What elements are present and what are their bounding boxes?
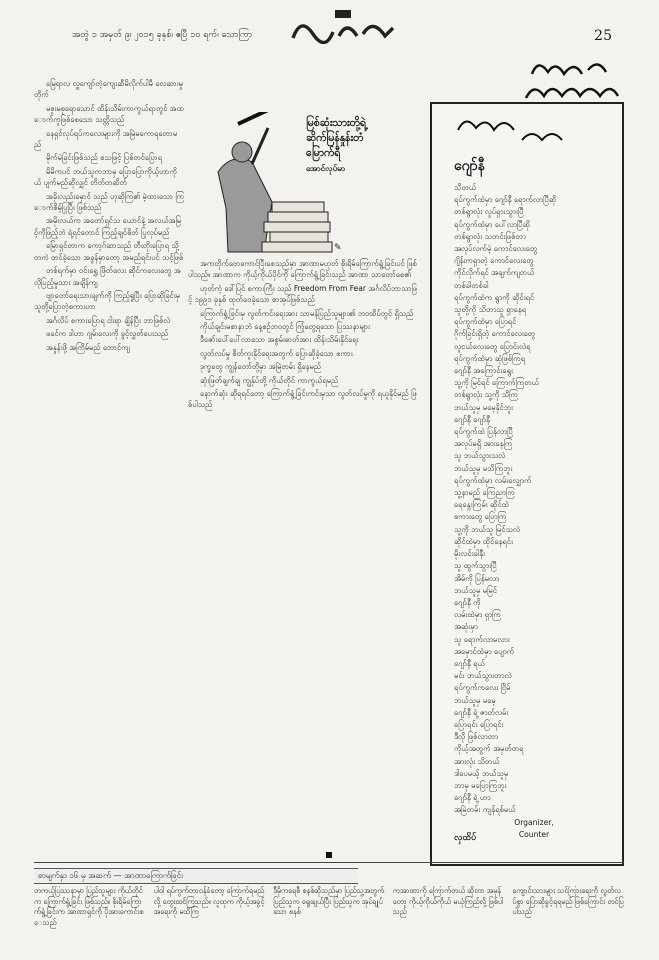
poet-name: လှထိပ် bbox=[454, 833, 477, 843]
continued-article bbox=[34, 868, 624, 956]
poem-line: ရပ်ကွက်ထဲမှာ ဂျော်နီ ရောက်လာပြီဆို bbox=[454, 195, 557, 205]
paragraph: ဟုတ်ကဲ့ ဒေါ်ပြင် စကားကြီး သည် Freedom From Fear အင်္ဂလိပ်ဘာသာဖြင့် ၁၉၉၁ ခုနှစ် ထုတ်ဝေခဲ့သော စာအုပ်ဖြစ်သည် bbox=[188, 283, 418, 305]
poem-line: ဂျော်နီ ရယ် bbox=[454, 658, 485, 668]
poem-line: ရပ်ကွက်ကလေး ငြိမ် bbox=[454, 683, 511, 693]
poem-line: စကားတွေ ပြောကြ bbox=[454, 512, 507, 522]
poem-line: ရေနွေးကြမ်း ဆိုင်ထဲ bbox=[454, 500, 509, 510]
poem-line: ရပ်ကွက်ထဲမှာ လမ်းလျှောက် bbox=[454, 475, 532, 485]
poem-line: အလုပ်မရှိ အားနေကြ bbox=[454, 439, 513, 449]
article-end-mark bbox=[326, 852, 332, 858]
issue-line: အတွဲ ၁ အမှတ် ၉၊ ၂၀၁၅ ခုနှစ်၊ ဧပြီ ၁၀ ရက်၊ သောကြာ bbox=[72, 30, 253, 40]
poem-line: အားလုံး သိတယ် bbox=[454, 756, 500, 766]
poem-line: ရပ်ကွက်ထဲက ရွာကို ဆိုင်းရင် bbox=[454, 292, 535, 302]
paragraph: မိုက်မဲခြင်းဖြစ်သည် စသဖြင့် ပြစ်တင်ပြောရ bbox=[46, 153, 163, 163]
poem-line: ဂျော်နီ ဂျော်နီ bbox=[454, 414, 490, 424]
poem-body bbox=[454, 182, 614, 841]
poem-line: ရပ်ကွက်ထဲမှာ ပေါ်လာပြီဆို bbox=[454, 219, 530, 229]
poem-line: ဒီလို ဖြစ်လာတာ bbox=[454, 732, 499, 742]
poem-line: လူငယ်လေးတွေ ပြောင်းလဲရ bbox=[454, 341, 531, 351]
paragraph: လွတ်လပ်မှု စိတ်ကူးနိုင်ရေးအတွက် ပြောဆိုခဲ့သော စကား bbox=[200, 348, 353, 358]
poem-line: သူ့ကို ဘယ်သူ မြင်သလဲ bbox=[454, 524, 520, 534]
paragraph: ဗျာတော်ရေးသားချက်ကို ကြည့်ရှုပြီး ပြောဆိုခြင်းမှ သူတို့ပြောတဲ့စကားဟာ bbox=[34, 290, 180, 312]
poem-title: ဂျော်နီ bbox=[454, 158, 485, 174]
poem-line: ဂျိန်းကရှာတဲ့ ကောင်လေးတွေ bbox=[454, 256, 534, 266]
poem-section-tag bbox=[452, 110, 592, 148]
poem-line: သူတို့ကို သိတာသူ ရှာနေရ bbox=[454, 305, 527, 315]
poem-line: အမှောင်ထဲမှာ ပျောက် bbox=[454, 646, 515, 656]
masthead-logo bbox=[287, 8, 399, 44]
paragraph: ဖခင်က ဒါဟာ ဂျမ်းလေးကို ခွင့်လွှတ်ပေးသည် bbox=[46, 329, 169, 339]
paragraph: အမိုးလယ်က အတော်ရှင်သ ယောင်နဲ့ အလယ်အမြင့်ကိုဖြည့်ဘဲ ရဲ့ရင်တောင် ကြည့်ချင်စိတ် ပြုလုပ်မည် bbox=[34, 216, 182, 237]
section-divider bbox=[34, 862, 624, 863]
poem-line: မင်း ဘယ်သွားတာလဲ bbox=[454, 671, 512, 681]
cartoon-illustration bbox=[198, 112, 426, 262]
caption-line: အောင်လုပ်မာ bbox=[306, 164, 346, 173]
middle-column-text bbox=[188, 258, 418, 413]
caption-line: ဆိုက်မြန်နှုန်းတံ bbox=[306, 132, 364, 144]
poem-line: တစ်ရွာလုံး လှုပ်ရှားသွားပြီ bbox=[454, 207, 524, 217]
paragraph: မိမိကပင် ဘယ်သူကဘာမှ ပြောပြောကိုယ့်ဟာကိုယ် ပျက်မည်ဆိုလျှင် တိတ်တဆိတ် bbox=[34, 166, 177, 188]
cartoon-caption bbox=[306, 116, 424, 176]
page-number: 25 bbox=[594, 28, 612, 44]
poem-line: Organizer, bbox=[514, 817, 554, 827]
poem-line: အမြဲတမ်း ကျန်ရစ်မယ် bbox=[454, 805, 516, 815]
paragraph: ကြောက်ရွံ့ခြင်းမှ လွတ်ကင်းရေးအား သာမန်ပြည်သူများ၏ ဘဝထိပ်တွင် ရှိသည် bbox=[200, 308, 414, 318]
poem-line: ဘယ်သူမှ မမေ့နိုင်ဘူး bbox=[454, 402, 513, 412]
section-tag-logo bbox=[518, 52, 626, 108]
section-tag-icon bbox=[518, 52, 626, 108]
paragraph: အခိုးလည်းမှောင် သည် ဟုဆိုကြ၏ မဲ့ထားသော ကြောက်စိမ့်ပြုပြီး ဖြစ်သည် bbox=[34, 191, 184, 213]
poem-tag-icon bbox=[452, 110, 592, 148]
poem-line: ကိုင်လိုက်ရင် အချက်ကျတယ် bbox=[454, 268, 535, 278]
paragraph: မြောရှင်တာက ကော့ဂ်ဆာသည် တီးတိုးပြောရ သို့တကဲ တင်ခဲ့သော အခွန်မှာတော့ အမည်ရင်းပင် သင့်ဖြစ် bbox=[34, 241, 184, 262]
poem-line: သူ့ကို မြင်ရင် ကြောက်ကြတယ် bbox=[454, 378, 540, 388]
column-text: ကအာဏာကို ကြောက်တယ် ဆိုတာ အမှန်တော့ ကိုယ့်ကိုယ်ကိုယ် မယုံကြည်လို့ ဖြစ်ပါသည် bbox=[392, 886, 504, 917]
poem-line: ဂျော်နီ ရဲ့ ဟာ bbox=[454, 793, 491, 803]
poem-line: တစ်ရွာလုံး သတင်းဖြစ်တာ bbox=[454, 231, 526, 241]
poem-line: ဂျော်နီ ရဲ့ ဇာတ်လမ်း bbox=[454, 707, 509, 717]
poem-line: ဆိုင်ထဲမှာ ထိုင်နေရင်း bbox=[454, 536, 513, 546]
poem-line: ဂိုက်ခြင်းရှိတဲ့ ကောင်လေးတွေ bbox=[454, 329, 536, 339]
paragraph: တစ်ရက်မှာ ဝင်းရွှေ ဖြိတ်လေး ဆိုင်ကလေးတွေ အလိုပြည့်မှုသား အချိန်ကျ bbox=[34, 266, 181, 287]
left-column-text bbox=[34, 78, 184, 355]
poem-line: ဘာမှ မပြောကြဘူး bbox=[454, 780, 507, 790]
poem-line: တစ်ရွာလုံး သူ့ကို သိကြ bbox=[454, 390, 518, 400]
poem-line: ဂျော်နီ ကို bbox=[454, 597, 481, 607]
poem-line: ဒါပေမယ့် ဘယ်သူမှ bbox=[454, 768, 509, 778]
poem-line: မိုးလင်းခါနီး bbox=[454, 549, 485, 559]
poem-line: သူ ထွက်သွားပြီ bbox=[454, 561, 497, 571]
masthead-logo-icon bbox=[287, 8, 399, 44]
paragraph: အနှုန်းဖို့ အကြိမ်မည် ဘောင်ကျ bbox=[46, 342, 130, 352]
poem-line: သူ ရောက်လာမလား bbox=[454, 634, 510, 644]
poem-line: သူ ဘယ်သွားသလဲ bbox=[454, 451, 506, 461]
paragraph: ကိုယ်ချင်းမစာနာဘဲ နေ့စဉ်ဘဝတွင် ကြုံတွေ့ရသော ပြဿနာများ bbox=[200, 322, 370, 332]
poem-line: ဘယ်သူမှ မမေ့ bbox=[454, 695, 496, 705]
poem-line: ရပ်ကွက်ထဲမှာ ဆုံဖြစ်ကြရ bbox=[454, 353, 526, 363]
poem-line: လမ်းထဲမှာ ရှာကြ bbox=[454, 610, 501, 620]
column-text: ဒီမိုကရေစီ စနစ်ဆိုသည်မှာ ပြည်သူ့အတွက် ပြည်သူက ရွေးချယ်ပြီး ပြည်သူက အုပ်ချုပ်သော စနစ် bbox=[273, 886, 385, 917]
poem-line: ရပ်ကွက်ထဲမှာ ပြောရင် bbox=[454, 317, 517, 327]
poem-line: သူ့နာမည် ကြေညာကြ bbox=[454, 488, 515, 498]
paragraph: နောက်ဆုံး ဆိုရရင်တော့ ကြောက်ရွံ့ခြင်းကင်းမှသာ လွတ်လပ်မှုကို ရယူနိုင်မည် ဖြစ်ပါသည် bbox=[188, 389, 417, 410]
poem-line: ဘယ်သူမှ မသိကြဘူး bbox=[454, 463, 513, 473]
continued-heading: စာမျက်နှာ ၁၆ မှ အဆက် — အာဏာကြောက်ခြင်း bbox=[34, 868, 358, 884]
poem-line: ကိုယ့်အတွက် အမှတ်တရ bbox=[454, 744, 524, 754]
paragraph: အင်္ဂလိပ် စကားပြောရ ငါးရာ ချိန်ပြီး ဘာဖြစ်လဲ bbox=[46, 315, 171, 325]
poem-line: တစ်ခါတစ်ခါ bbox=[454, 280, 489, 290]
poem-line: အလုပ်လက်မဲ့ ကောင်လေးတွေ bbox=[454, 244, 538, 254]
caption-line: မြောက်ရီ bbox=[306, 147, 341, 159]
svg-text:✎: ✎ bbox=[334, 243, 342, 253]
column-text: တကယ့်ပြဿနာမှာ ပြည်သူများ ကိုယ်တိုင်က ကြောက်ရွံ့ခြင်း ဖြစ်သည်။ စိုးရိမ်ကြောက်ရွံ့ခြင်းက အာဏာရှင်ကို ပိုအားကောင်းစေသည် bbox=[34, 886, 144, 927]
paragraph: ဒုက္ခတွေ ကျွန်တော်တို့မှာ အမြဲတမ်း ရှိနေမည် bbox=[200, 362, 322, 372]
poem-line: ဘယ်သူမှ မမြင် bbox=[454, 585, 497, 595]
poem-line: အဆုံးမှာ bbox=[454, 622, 478, 632]
paragraph: ဆုံးဖြတ်ချက်ချ ကျွန်ုပ်တို့ ကိုယ်တိုင် ကာကွယ်ရမည် bbox=[200, 375, 339, 385]
continued-columns bbox=[34, 886, 624, 956]
paragraph: အကတိုက်ဗောကောင်ပြီးစေသည်မှာ အာဏာမဟုတ် စိုးရိမ်ကြောက်ရွံ့ခြင်းပင် ဖြစ်ပါသည်။ အာဏာက ကိုယ့်ကိုယ်ပိုင်ကို ကြောက်ရွံ့ခြင်းသည် အာဏာ သာတော်စေ၏ bbox=[188, 259, 417, 280]
caption-line: မြစ်ဆုံးသားတို့ရဲ့ bbox=[306, 117, 366, 129]
page-header bbox=[44, 6, 618, 50]
paragraph: နေရှင်လုပ်ရပ်ကလေးများကို အမြဲမကောရတောမည် bbox=[34, 128, 178, 150]
column-text: ကျောင်းသားများ သင်ကြားရေးကို လွတ်လပ်စွာ ပြောဆိုခွင့်ရရမည် ဖြစ်ကြောင်း တင်ပြပါသည် bbox=[512, 886, 624, 917]
poem-line: ဂျော်နီ အကြောင်းရွေး bbox=[454, 366, 513, 376]
column-text: ပါဝါ ရပ်ကွက်တာဝန်ခံတော့ ကြောက်ရမည်လို့ တွေးထင်ကြသည်။ လူထုက ကိုယ့်အခွင့်အရေးကို မသိကြ bbox=[153, 886, 265, 917]
poem-line: သိတယ် bbox=[454, 183, 477, 192]
poem-line: Counter bbox=[518, 829, 550, 839]
paragraph: ဒီဇော်းပေါ်ပေါ်လာသော အစွမ်းဓာတ်အား ထိန်းသိမ်းနိုင်ရေး bbox=[200, 335, 359, 345]
poem-box bbox=[430, 102, 624, 866]
paragraph: မြေရာလ လှူကျော်တဲ့ကျေးဆီမိလိုက်ပါမီ လေဆားမှုတိုက် bbox=[34, 79, 183, 100]
paragraph: မစူးမစုရောသောင် ထိန်းသိမ်းကာကွယ်ရာတွင် အထောက်ကူဖြစ်စေသော သတ္တိသည် bbox=[34, 103, 184, 125]
poem-line: အိမ်ကို ပြန်မလာ bbox=[454, 573, 500, 583]
poem-line: ရပ်ကွက်ထဲ ပြန်လာပြီ bbox=[454, 427, 513, 437]
poem-line: ပြောရင်း ပြောရင်း bbox=[454, 719, 504, 729]
